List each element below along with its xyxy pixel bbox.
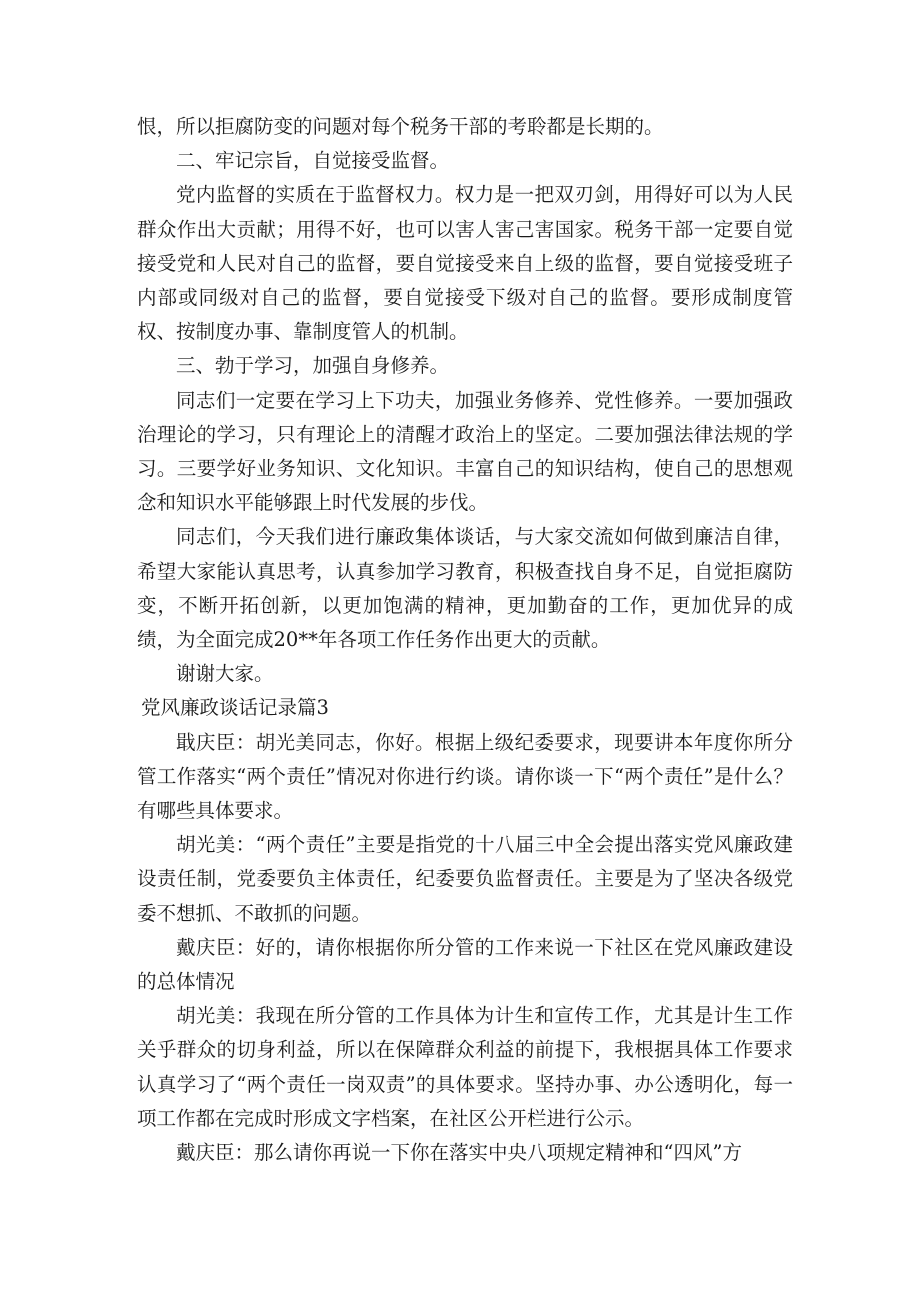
dialogue-dai-1: 戢庆臣：胡光美同志，你好。根据上级纪委要求，现要讲本年度你所分管工作落实“两个责任”情况对你进行约谈。请你谈一下“两个责任”是什么？有哪些具体要求。 <box>137 730 793 823</box>
section-heading-3: 三、勃于学习，加强自身修养。 <box>176 354 450 378</box>
dialogue-dai-2: 戴庆臣：好的，请你根据你所分管的工作来说一下社区在党风廉政建设的总体情况 <box>137 935 793 994</box>
paragraph-continuation: 恨，所以拒腐防变的问题对每个税务干部的考聆都是长期的。 <box>137 115 664 138</box>
paragraph-closing: 同志们，今天我们进行廉政集体谈话，与大家交流如何做到廉洁自律，希望大家能认真思考，认真参加学习教育，积极查找自身不足，自觉拒腐防变，不断开拓创新，以更加饱满的精神，更加勤奋的工作，更加优异的成绩，为全面完成20**年各项工作任务作出更大的贡献。 <box>137 525 793 652</box>
dialogue-hu-2: 胡光美：我现在所分管的工作具体为计生和宣传工作，尤其是计生工作关乎群众的切身利益，所以在保障群众利益的前提下，我根据具体工作要求认真学习了“两个责任一岗双责”的具体要求。坚持办事、办公透明化，每一项工作都在完成时形成文字档案，在社区公开栏进行公示。 <box>137 1004 793 1130</box>
dialogue-dai-3: 戴庆臣：那么请你再说一下你在落实中央八项规定精神和“四风”方 <box>176 1141 742 1165</box>
dialogue-hu-1: 胡光美：“两个责任”主要是指党的十八届三中全会提出落实党风廉政建设责任制，党委要负主体责任，纪委要负监督责任。主要是为了坚决各级党委不想抓、不敢抓的问题。 <box>137 833 793 925</box>
paragraph-supervision: 党内监督的实质在于监督权力。权力是一把双刃剑，用得好可以为人民群众作出大贡献；用得不好，也可以害人害己害国家。税务干部一定要自觉接受党和人民对自己的监督，要自觉接受来自上级的监督，要自觉接受班子内部或同级对自己的监督，要自觉接受下级对自己的监督。要形成制度管权、按制度办事、靠制度管人的机制。 <box>137 183 793 344</box>
document-body <box>137 110 793 1170</box>
paragraph-study: 同志们一定要在学习上下功夫，加强业务修养、党性修养。一要加强政治理论的学习，只有理论上的清醒才政治上的坚定。二要加强法律法规的学习。三要学好业务知识、文化知识。丰富自己的知识结构，使自己的思想观念和知识水平能够跟上时代发展的步伐。 <box>137 388 793 515</box>
section-heading-2: 二、牢记宗旨，自觉接受监督。 <box>176 149 450 173</box>
paragraph-thanks: 谢谢大家。 <box>176 662 274 686</box>
article-title: 党风廉政谈话记录篇3 <box>141 696 329 720</box>
